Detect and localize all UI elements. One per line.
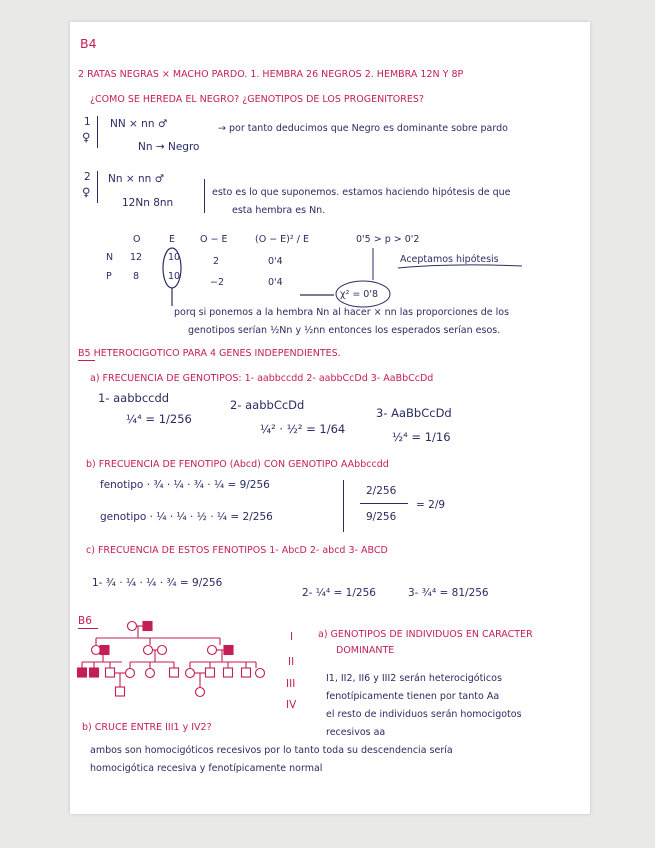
b5a-item-1-calc: ¼⁴ = 1/256 [126, 412, 192, 426]
b6a-answer-line-2: fenotípicamente tienen por tanto Aa [326, 691, 500, 702]
b5a-item-2-calc: ¼² · ½² = 1/64 [260, 422, 346, 436]
chi-row-n-chi: 0'4 [268, 256, 283, 267]
case1-note: → por tanto deducimos que Negro es dominante sobre pardo [218, 123, 508, 134]
generation-III: III [286, 678, 296, 690]
b6a-question-line-1: a) GENOTIPOS DE INDIVIDUOS EN CARACTER [318, 629, 533, 640]
b5b-fenotipo: fenotipo · ¾ · ¼ · ¾ · ¼ = 9/256 [100, 479, 270, 491]
p-range: 0'5 > p > 0'2 [356, 234, 420, 245]
generation-I: I [290, 631, 294, 643]
b5a-item-3-calc: ½⁴ = 1/16 [392, 430, 451, 444]
b6a-answer-line-4: recesivos aa [326, 727, 386, 738]
generation-IV: IV [286, 699, 297, 711]
female-symbol-2: ♀ [82, 185, 91, 199]
chi-row-n-label: N [106, 252, 114, 263]
b6-heading: B6 [78, 615, 92, 627]
b6b-question: b) CRUCE ENTRE III1 y IV2? [82, 722, 212, 733]
b4-problem-line-1: 2 RATAS NEGRAS × MACHO PARDO. 1. HEMBRA 26 NEGROS 2. HEMBRA 12N Y 8P [78, 69, 464, 80]
b5b-ratio-result: = 2/9 [416, 499, 446, 511]
chi-explanation-line-1: porq si ponemos a la hembra Nn al hacer × nn las proporciones de los [174, 307, 510, 318]
b5b-genotipo: genotipo · ¼ · ¼ · ½ · ¼ = 2/256 [100, 511, 273, 523]
chi-header-o: O [133, 234, 141, 245]
chi-header-chi: (O − E)² / E [255, 234, 309, 245]
b5a-item-1-label: 1- aabbccdd [98, 391, 170, 405]
case1-number: 1 [84, 116, 91, 128]
chi-row-n-expected: 10 [168, 252, 181, 263]
chi-row-p-observed: 8 [133, 271, 140, 282]
chi-explanation-line-2: genotipos serían ½Nn y ½nn entonces los esperados serían esos. [188, 325, 501, 336]
chi-row-n-diff: 2 [213, 256, 220, 267]
chi-total: χ² = 0'8 [340, 289, 378, 300]
b5b-ratio-numerator: 2/256 [366, 485, 397, 497]
case2-number: 2 [84, 171, 91, 183]
b5a-item-3-label: 3- AaBbCcDd [376, 406, 452, 420]
case2-note-line-2: esta hembra es Nn. [232, 205, 326, 216]
b6b-answer-line-2: homocigótica recesiva y fenotípicamente normal [90, 763, 323, 774]
b5b-question: b) FRECUENCIA DE FENOTIPO (Abcd) CON GENOTIPO AAbbccdd [86, 459, 389, 470]
b5c-item-3: 3- ¾⁴ = 81/256 [408, 587, 489, 599]
chi-row-n-observed: 12 [130, 252, 143, 263]
b5c-question: c) FRECUENCIA DE ESTOS FENOTIPOS 1- AbcD 2- abcd 3- ABCD [86, 545, 388, 556]
chi-header-e: E [169, 234, 176, 245]
b4-heading: B4 [80, 36, 97, 51]
b5a-question: a) FRECUENCIA DE GENOTIPOS: 1- aabbccdd 2- aabbCcDd 3- AaBbCcDd [90, 373, 434, 384]
case2-note-line-1: esto es lo que suponemos. estamos haciendo hipótesis de que [212, 187, 511, 198]
chi-row-p-diff: −2 [210, 277, 225, 288]
notebook-page [70, 22, 590, 814]
generation-II: II [288, 656, 295, 668]
b6a-answer-line-3: el resto de individuos serán homocigotos [326, 709, 522, 720]
chi-row-p-expected: 10 [168, 271, 181, 282]
b5-title: B5 HETEROCIGOTICO PARA 4 GENES INDEPENDIENTES. [78, 348, 341, 359]
chi-row-p-chi: 0'4 [268, 277, 283, 288]
b5c-item-1: 1- ¾ · ¼ · ¼ · ¾ = 9/256 [92, 577, 223, 589]
accept-hypothesis: Aceptamos hipótesis [400, 254, 499, 265]
chi-header-diff: O − E [200, 234, 228, 245]
b5c-item-2: 2- ¼⁴ = 1/256 [302, 587, 376, 599]
b5b-ratio-denominator: 9/256 [366, 511, 397, 523]
case2-offspring: 12Nn 8nn [122, 197, 174, 209]
case1-cross: NN × nn ♂ [110, 118, 168, 130]
female-symbol-1: ♀ [82, 130, 91, 144]
case2-cross: Nn × nn ♂ [108, 173, 165, 185]
b6a-question-line-2: DOMINANTE [336, 645, 395, 656]
chi-row-p-label: P [106, 271, 112, 282]
case1-result: Nn → Negro [138, 141, 200, 153]
b5a-item-2-label: 2- aabbCcDd [230, 398, 305, 412]
b6a-answer-line-1: I1, II2, II6 y III2 serán heterocigóticos [326, 673, 502, 684]
b4-problem-line-2: ¿COMO SE HEREDA EL NEGRO? ¿GENOTIPOS DE LOS PROGENITORES? [90, 94, 424, 105]
b6b-answer-line-1: ambos son homocigóticos recesivos por lo tanto toda su descendencia sería [90, 745, 453, 756]
